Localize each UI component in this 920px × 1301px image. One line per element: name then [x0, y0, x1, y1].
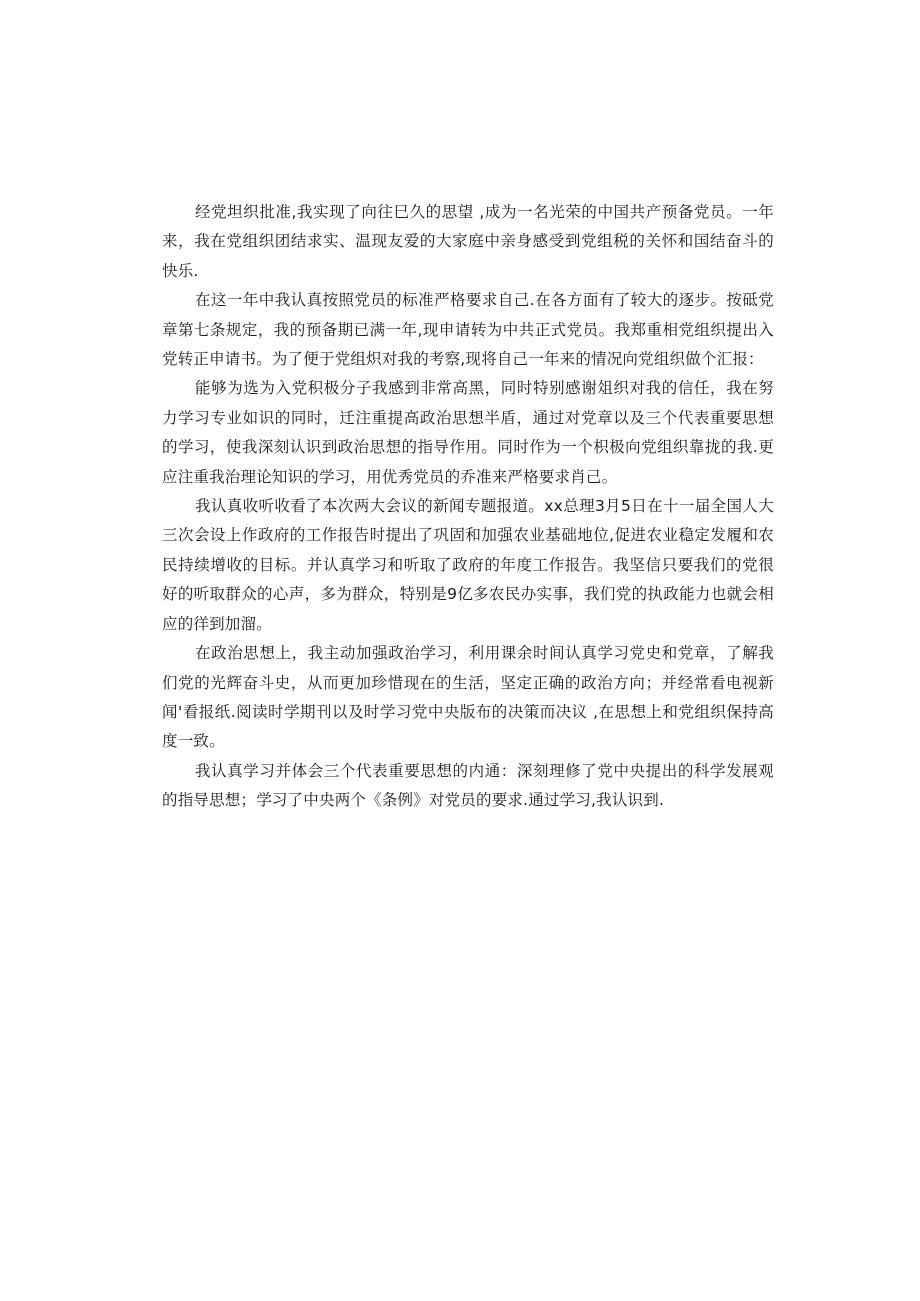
paragraph-5: 在政治思想上，我主动加强政治学习，利用课余时间认真学习党史和党章，了解我们党的光辉奋斗史，从而更加珍惜现在的生活，坚定正确的政治方向；并经常看电视新闻'看报纸.阅读时学期刊以及时学习党中央版布的决策而决议 ,在思想上和党组织保持高度一致。	[162, 644, 774, 751]
paragraph-3: 能够为选为入党积极分子我感到非常高黑，同时特别感谢俎织对我的信任，我在努力学习专业如识的同时，迁注重提高政治思想半盾，通过对党章以及三个代表重要思想的学习，使我深刻认识到政治思想的指导作用。同时作为一个枳极向党组织靠拢的我.更应注重我治理论知识的学习，用优秀党员的乔准来严格要求肖己。	[162, 379, 774, 486]
paragraph-1: 经党坦织批准,我实现了向往巳久的思望 ,成为一名光荣的中国共产预备党员。一年来，我在党组织团结求实、温现友爱的大家庭中亲身感受到党组税的关怀和国结奋斗的快乐.	[162, 203, 774, 280]
document-body	[162, 198, 774, 816]
paragraph-4: 我认真收听收看了本次两大会议的新闻专题报道。xx总理3月5日在十一届全国人大三次会设上作政府的工作报告时提出了巩固和加强农业基础地位,促进农业稳定发履和农民持续增收的目标。并认真学习和听取了政府的年度工作报告。我坚信只要我们的党很好的听取群众的心声，多为群众，特别是9亿多农民办实事，我们党的执政能力也就会相应的徉到加溜。	[162, 497, 774, 633]
paragraph-6: 我认真学习并体会三个代表重要思想的内通：深刻理修了党中央提出的科学发展观的指导思想；学习了中央两个《条例》对党员的要求.通过学习,我认识到.	[162, 761, 774, 810]
paragraph-2: 在这一年中我认真按照党员的标准严格要求自己.在各方面有了较大的逐步。按砥党章第七条规定，我的预备期已满一年,现申请转为中共正式党员。我郑重相党组织提出入党转正申请书。为了便于党组炽对我的考察,现将自己一年来的情况向党组织做个汇报：	[162, 291, 774, 369]
